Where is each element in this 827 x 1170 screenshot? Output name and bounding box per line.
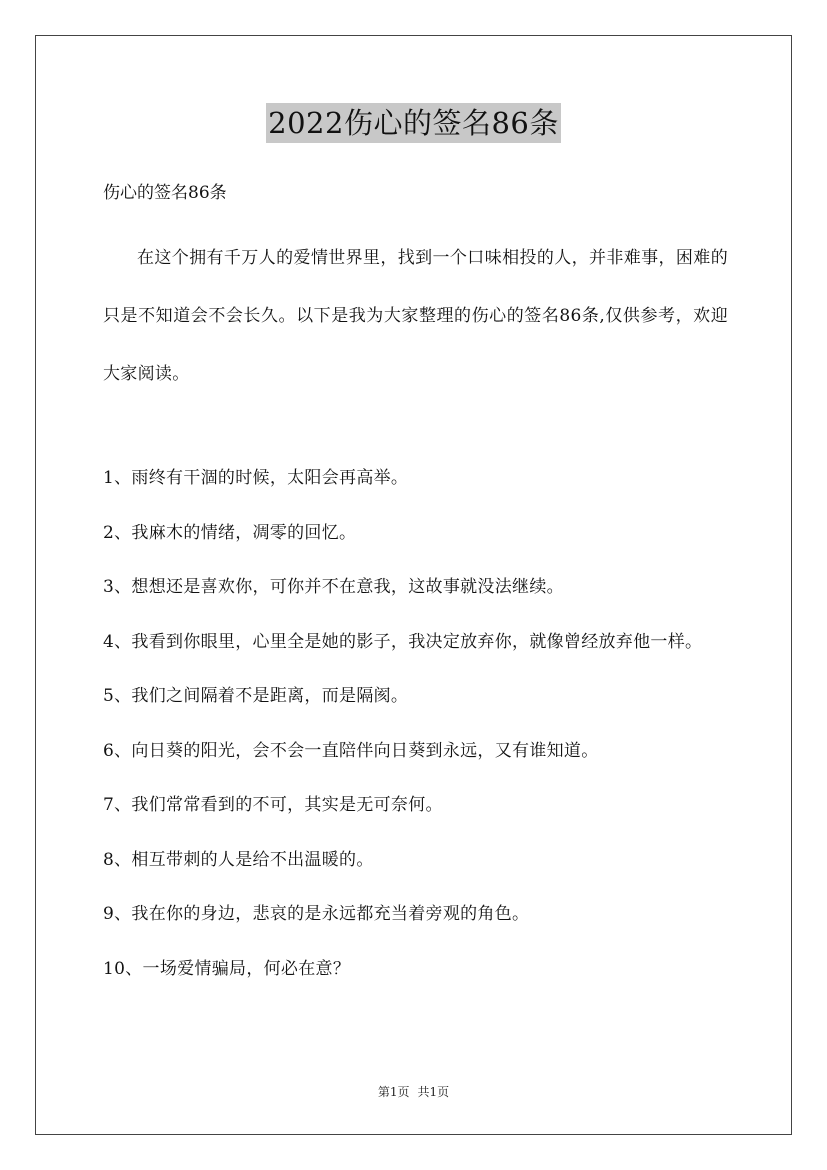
list-item: 8、相互带刺的人是给不出温暖的。: [103, 849, 374, 870]
list-item: 7、我们常常看到的不可，其实是无可奈何。: [103, 795, 443, 815]
document-subtitle: 伤心的签名86条: [103, 183, 227, 203]
title-area: [0, 103, 827, 143]
list-item: 3、想想还是喜欢你，可你并不在意我，这故事就没法继续。: [103, 577, 564, 597]
list-item: 4、我看到你眼里，心里全是她的影子，我决定放弃你，就像曾经放弃他一样。: [103, 631, 703, 652]
list-item: 9、我在你的身边，悲哀的是永远都充当着旁观的角色。: [103, 904, 530, 924]
page-number-total: 共1页: [417, 1085, 450, 1099]
list-item: 10、一场爱情骗局，何必在意？: [103, 958, 351, 979]
page-number-current: 第1页: [377, 1085, 410, 1099]
list-item: 2、我麻木的情绪，凋零的回忆。: [103, 522, 357, 543]
list-item: 1、雨终有干涸的时候，太阳会再高举。: [103, 468, 409, 488]
document-title: 2022伤心的签名86条: [266, 103, 561, 143]
intro-paragraph: 在这个拥有千万人的爱情世界里，找到一个口味相投的人，并非难事，困难的只是不知道会不会长久。以下是我为大家整理的伤心的签名86条,仅供参考，欢迎大家阅读。: [103, 248, 728, 384]
page-footer: [0, 1084, 827, 1100]
list-item: 5、我们之间隔着不是距离，而是隔阂。: [103, 686, 409, 706]
list-item: 6、向日葵的阳光，会不会一直陪伴向日葵到永远，又有谁知道。: [103, 740, 599, 761]
signature-list: [103, 451, 728, 996]
